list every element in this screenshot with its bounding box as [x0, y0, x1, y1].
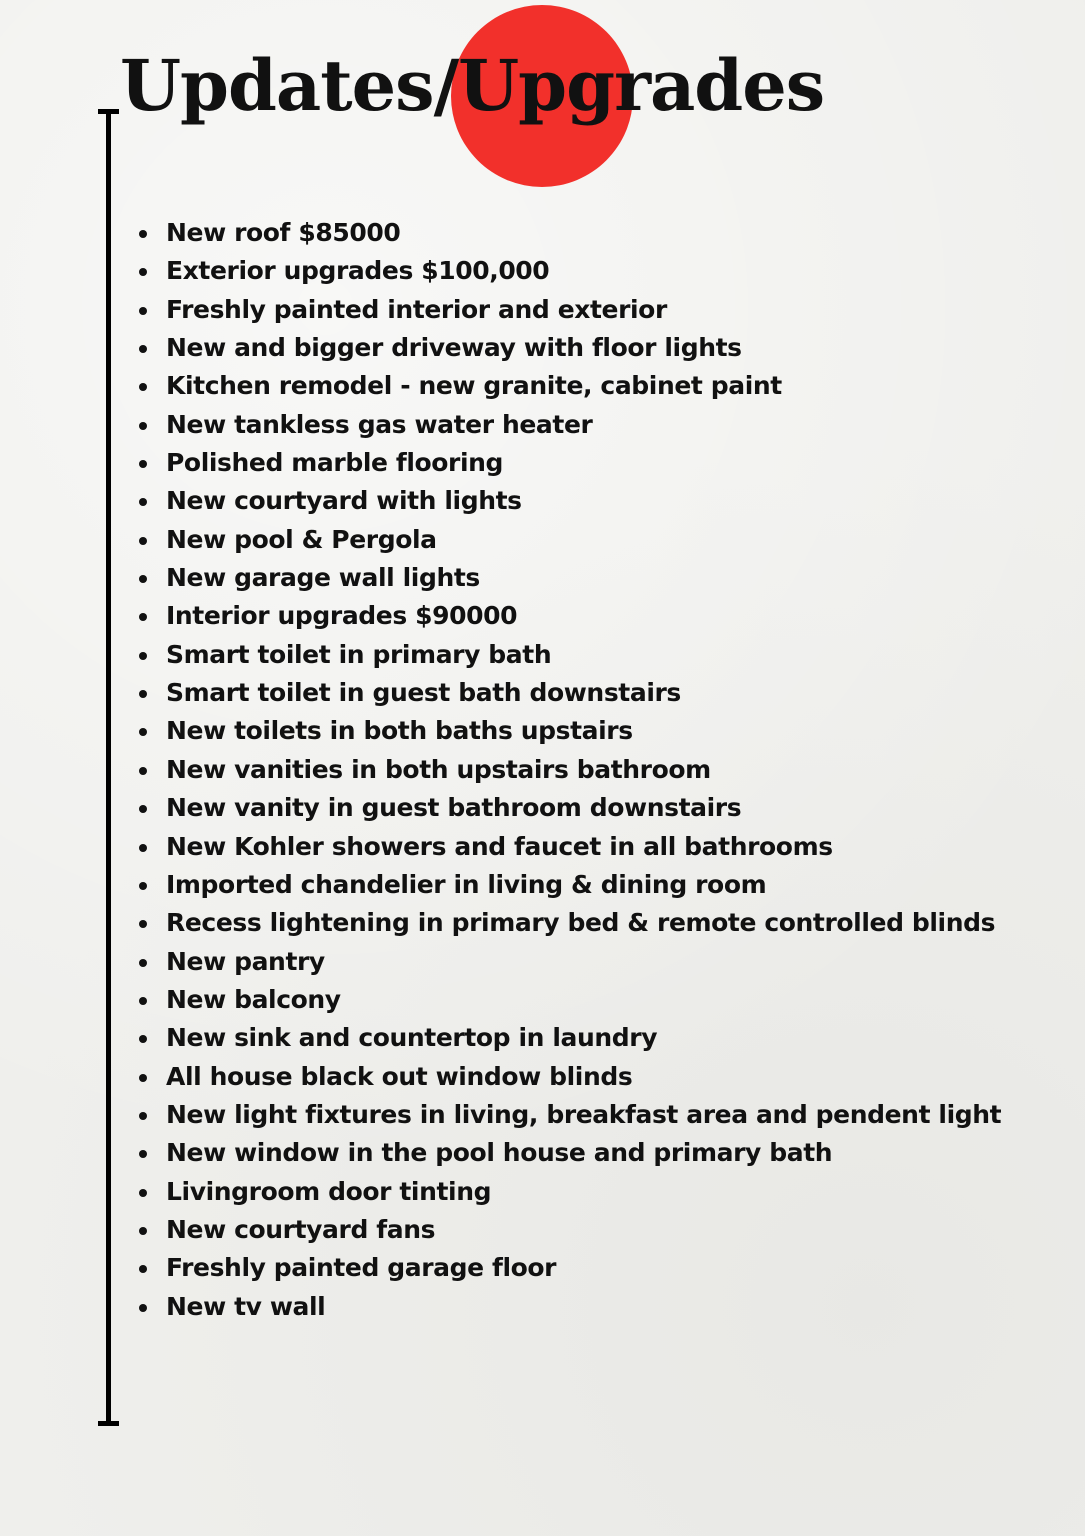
list-item-label: Smart toilet in guest bath downstairs: [166, 678, 681, 708]
list-item-label: New pantry: [166, 946, 325, 976]
bullet-icon: [139, 728, 147, 736]
list-item-label: Kitchen remodel - new granite, cabinet paint: [166, 371, 782, 401]
list-item: [134, 1211, 1054, 1249]
list-item: [134, 444, 1054, 482]
list-item: [134, 329, 1054, 367]
bullet-icon: [139, 1074, 147, 1082]
list-item: [134, 674, 1054, 712]
list-item-label: All house black out window blinds: [166, 1061, 633, 1091]
list-item: [134, 636, 1054, 674]
list-item: [134, 521, 1054, 559]
bullet-icon: [139, 613, 147, 621]
list-item: [134, 367, 1054, 405]
list-item-label: New and bigger driveway with floor lights: [166, 333, 742, 363]
list-item: [134, 943, 1054, 981]
bullet-icon: [139, 805, 147, 813]
list-item-label: New tankless gas water heater: [166, 409, 593, 439]
list-item-label: New light fixtures in living, breakfast area and pendent light: [166, 1099, 1002, 1129]
bullet-icon: [139, 652, 147, 660]
bullet-icon: [139, 422, 147, 430]
list-item-label: Freshly painted interior and exterior: [166, 294, 667, 324]
list-item: [134, 789, 1054, 827]
list-item-label: New courtyard with lights: [166, 486, 522, 516]
list-item: [134, 866, 1054, 904]
list-item: [134, 1249, 1054, 1287]
page-title: Updates/Upgrades: [120, 44, 825, 127]
list-item-label: Smart toilet in primary bath: [166, 639, 552, 669]
timeline-cap-bottom: [98, 1421, 119, 1426]
list-item-label: Imported chandelier in living & dining room: [166, 869, 767, 899]
list-item: [134, 597, 1054, 635]
list-item-label: New pool & Pergola: [166, 524, 437, 554]
list-item: [134, 1019, 1054, 1057]
bullet-icon: [139, 920, 147, 928]
list-item: [134, 904, 1054, 942]
bullet-icon: [139, 230, 147, 238]
list-item: [134, 1096, 1054, 1134]
bullet-icon: [139, 844, 147, 852]
bullet-icon: [139, 498, 147, 506]
list-item-label: New courtyard fans: [166, 1214, 436, 1244]
list-item: [134, 559, 1054, 597]
timeline-line: [106, 112, 111, 1424]
list-item-label: Polished marble flooring: [166, 448, 504, 478]
list-item-label: Livingroom door tinting: [166, 1176, 492, 1206]
bullet-icon: [139, 460, 147, 468]
bullet-icon: [139, 882, 147, 890]
list-item: [134, 406, 1054, 444]
bullet-icon: [139, 959, 147, 967]
list-item: [134, 1173, 1054, 1211]
list-item-label: New garage wall lights: [166, 563, 480, 593]
bullet-icon: [139, 345, 147, 353]
list-item: [134, 1058, 1054, 1096]
list-item-label: Exterior upgrades $100,000: [166, 256, 550, 286]
bullet-icon: [139, 1035, 147, 1043]
list-item-label: New Kohler showers and faucet in all bathrooms: [166, 831, 833, 861]
bullet-icon: [139, 1189, 147, 1197]
list-item: [134, 291, 1054, 329]
list-item: [134, 981, 1054, 1019]
bullet-icon: [139, 383, 147, 391]
bullet-icon: [139, 307, 147, 315]
list-item-label: New balcony: [166, 984, 341, 1014]
list-item-label: Recess lightening in primary bed & remote controlled blinds: [166, 908, 996, 938]
list-item-label: New vanities in both upstairs bathroom: [166, 754, 711, 784]
list-item-label: New vanity in guest bathroom downstairs: [166, 793, 742, 823]
bullet-icon: [139, 767, 147, 775]
bullet-icon: [139, 1150, 147, 1158]
bullet-icon: [139, 1265, 147, 1273]
list-item: [134, 751, 1054, 789]
bullet-icon: [139, 575, 147, 583]
updates-list: [134, 214, 1054, 1326]
list-item-label: Freshly painted garage floor: [166, 1253, 557, 1283]
list-item-label: New sink and countertop in laundry: [166, 1023, 658, 1053]
list-item: [134, 828, 1054, 866]
list-item: [134, 214, 1054, 252]
bullet-icon: [139, 1227, 147, 1235]
list-item: [134, 1288, 1054, 1326]
list-item: [134, 482, 1054, 520]
list-item: [134, 1134, 1054, 1172]
list-item-label: Interior upgrades $90000: [166, 601, 518, 631]
list-item-label: New roof $85000: [166, 218, 401, 247]
bullet-icon: [139, 690, 147, 698]
bullet-icon: [139, 997, 147, 1005]
bullet-icon: [139, 1304, 147, 1312]
list-item-label: New window in the pool house and primary bath: [166, 1138, 833, 1168]
bullet-icon: [139, 268, 147, 276]
list-item: [134, 712, 1054, 750]
list-item-label: New toilets in both baths upstairs: [166, 716, 633, 746]
list-item-label: New tv wall: [166, 1291, 326, 1321]
list-item: [134, 252, 1054, 290]
bullet-icon: [139, 1112, 147, 1120]
bullet-icon: [139, 537, 147, 545]
